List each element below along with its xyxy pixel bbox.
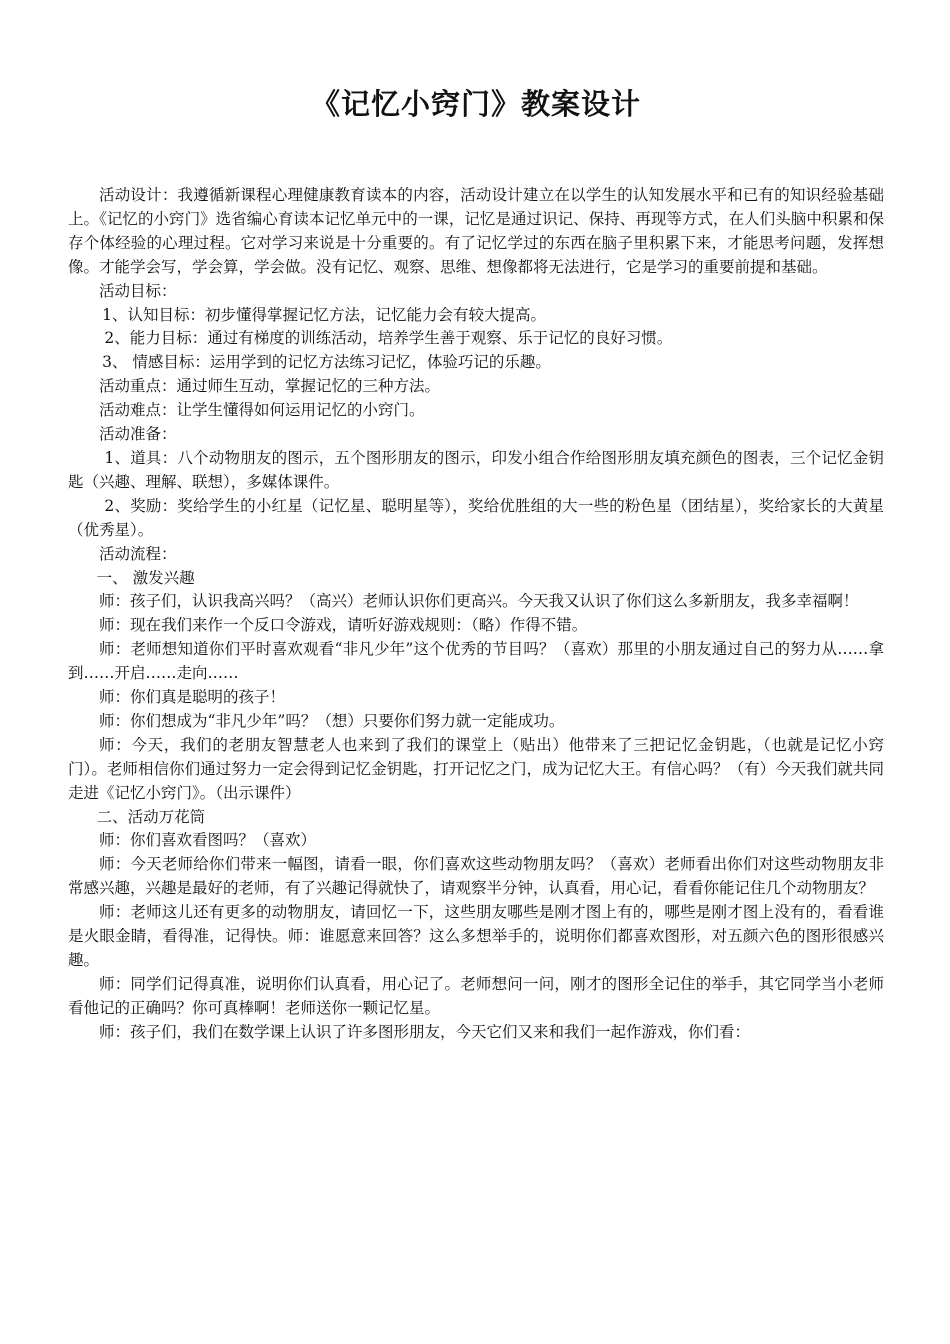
paragraph: 师：同学们记得真准，说明你们认真看，用心记了。老师想问一问，刚才的图形全记住的举手，其它同学当小老师看他记的正确吗？你可真棒啊！老师送你一颗记忆星。 [68, 974, 884, 1017]
paragraph: 活动重点：通过师生互动，掌握记忆的三种方法。 [99, 377, 441, 396]
paragraph: 2、能力目标：通过有梯度的训练活动，培养学生善于观察、乐于记忆的良好习惯。 [104, 329, 673, 348]
paragraph: 活动设计：我遵循新课程心理健康教育读本的内容，活动设计建立在以学生的认知发展水平和已有的知识经验基础上。《记忆的小窍门》选省编心育读本记忆单元中的一课，记忆是通过识记、保持、再现等方式，在人们头脑中积累和保存个体经验的心理过程。它对学习来说是十分重要的。有了记忆学过的东西在脑子里积累下来，才能思考问题，发挥想像。才能学会写，学会算，学会做。没有记忆、观察、思维、想像都将无法进行，它是学习的重要前提和基础。 [68, 186, 884, 276]
paragraph: 活动准备： [99, 425, 177, 444]
paragraph: 1、道具：八个动物朋友的图示，五个图形朋友的图示，印发小组合作给图形朋友填充颜色的图表，三个记忆金钥匙（兴趣、理解、联想），多媒体课件。 [68, 448, 884, 491]
paragraph: 师：你们想成为“非凡少年”吗？（想）只要你们努力就一定能成功。 [99, 711, 565, 730]
paragraph: 活动流程： [99, 544, 177, 563]
document-body [68, 184, 884, 1045]
paragraph: 一、 激发兴趣 [96, 568, 195, 587]
paragraph: 师：老师这儿还有更多的动物朋友，请回忆一下，这些朋友哪些是刚才图上有的，哪些是刚才图上没有的，看看谁是火眼金睛，看得准，记得快。师：谁愿意来回答？这么多想举手的，说明你们都喜欢图形，对五颜六色的图形很感兴趣。 [68, 903, 884, 969]
paragraph: 师：你们喜欢看图吗？（喜欢） [99, 831, 317, 850]
paragraph: 2、奖励：奖给学生的小红星（记忆星、聪明星等），奖给优胜组的大一些的粉色星（团结星），奖给家长的大黄星（优秀星）。 [68, 496, 884, 539]
paragraph: 师：今天，我们的老朋友智慧老人也来到了我们的课堂上（贴出）他带来了三把记忆金钥匙，（也就是记忆小窍门）。老师相信你们通过努力一定会得到记忆金钥匙，打开记忆之门，成为记忆大王。有信心吗？（有）今天我们就共同走进《记忆小窍门》。（出示课件） [68, 735, 884, 802]
paragraph: 3、 情感目标：运用学到的记忆方法练习记忆，体验巧记的乐趣。 [102, 353, 551, 372]
paragraph: 师：现在我们来作一个反口令游戏，请听好游戏规则：（略）作得不错。 [99, 616, 588, 635]
paragraph: 师：今天老师给你们带来一幅图，请看一眼，你们喜欢这些动物朋友吗？（喜欢）老师看出你们对这些动物朋友非常感兴趣，兴趣是最好的老师，有了兴趣记得就快了，请观察半分钟，认真看，用心记，看看你能记住几个动物朋友？ [68, 855, 884, 898]
document-title: 《记忆小窍门》教案设计 [310, 87, 641, 121]
paragraph: 师：老师想知道你们平时喜欢观看“非凡少年”这个优秀的节目吗？（喜欢）那里的小朋友通过自己的努力从……拿到……开启……走向…… [68, 640, 884, 683]
paragraph: 活动目标： [99, 281, 177, 300]
paragraph: 师：孩子们，我们在数学课上认识了许多图形朋友，今天它们又来和我们一起作游戏，你们看： [99, 1022, 751, 1041]
paragraph: 二、活动万花筒 [96, 807, 206, 826]
paragraph: 师：孩子们，认识我高兴吗？（高兴）老师认识你们更高兴。今天我又认识了你们这么多新朋友，我多幸福啊！ [99, 592, 859, 611]
paragraph: 师：你们真是聪明的孩子！ [99, 688, 286, 707]
paragraph: 1、认知目标：初步懂得掌握记忆方法，记忆能力会有较大提高。 [102, 305, 546, 324]
paragraph: 活动难点：让学生懂得如何运用记忆的小窍门。 [99, 401, 425, 420]
document-page [68, 72, 884, 1045]
